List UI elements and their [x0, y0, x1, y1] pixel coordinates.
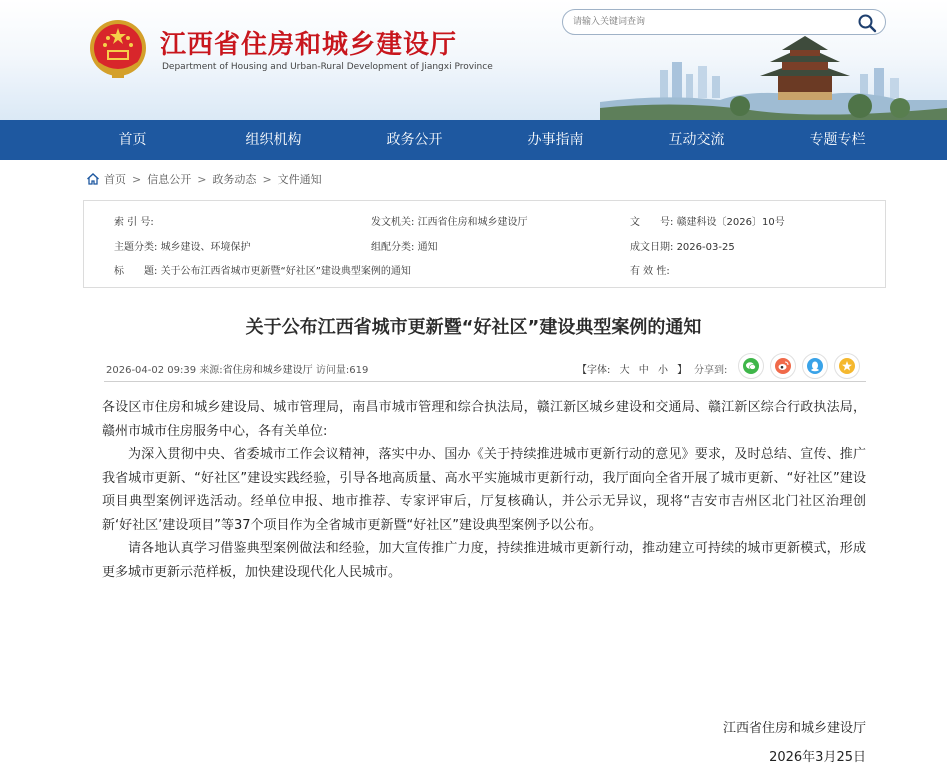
visits-count: 619 — [349, 365, 369, 376]
breadcrumb-separator: > — [132, 172, 142, 186]
article-body — [102, 396, 866, 584]
article-meta-bar — [104, 352, 866, 382]
topic-label: 主题分类: — [114, 242, 158, 253]
site-header — [0, 0, 947, 120]
national-emblem-icon — [88, 18, 148, 80]
validity-label: 有 效 性: — [630, 266, 670, 277]
font-medium-button[interactable]: 中 — [638, 365, 649, 376]
doc-title-value: 关于公布江西省城市更新暨“好社区”建设典型案例的通知 — [160, 266, 411, 277]
issuer-cell — [371, 213, 528, 228]
issuer-label: 发文机关: — [371, 217, 415, 228]
qq-share-button[interactable] — [802, 353, 828, 379]
index-number-label: 索 引 号: — [114, 217, 154, 228]
doc-number-value: 赣建科设〔2026〕10号 — [676, 217, 785, 228]
favorite-share-button[interactable] — [834, 353, 860, 379]
doc-number-label: 文 号: — [630, 217, 674, 228]
wechat-icon — [743, 358, 759, 374]
publish-date: 2026-04-02 09:39 — [106, 365, 197, 376]
font-large-button[interactable]: 大 — [619, 365, 630, 376]
star-icon — [839, 358, 855, 374]
source-label: 来源: — [199, 365, 223, 376]
breadcrumb-government-news[interactable]: 政务动态 — [212, 173, 257, 186]
weibo-icon — [775, 358, 791, 374]
breadcrumb-notices[interactable]: 文件通知 — [277, 173, 322, 186]
category-label: 组配分类: — [371, 242, 415, 253]
nav-item-special-topics[interactable]: 专题专栏 — [809, 132, 866, 148]
validity-cell — [630, 262, 670, 277]
font-size-label: 【字体: — [577, 365, 611, 376]
topic-cell — [114, 238, 251, 253]
breadcrumb-separator: > — [262, 172, 272, 186]
doc-title-label: 标 题: — [114, 266, 158, 277]
breadcrumb-separator: > — [197, 172, 207, 186]
issuer-value: 江西省住房和城乡建设厅 — [417, 217, 528, 228]
source-value: 省住房和城乡建设厅 — [222, 365, 313, 376]
qq-icon — [807, 358, 823, 374]
nav-item-government-affairs[interactable]: 政务公开 — [386, 132, 443, 148]
nav-item-service-guide[interactable]: 办事指南 — [527, 132, 584, 148]
signature: 江西省住房和城乡建设厅 — [722, 721, 866, 736]
signature-date: 2026年3月25日 — [769, 750, 866, 765]
topic-value: 城乡建设、环境保护 — [160, 242, 251, 253]
nav-item-home[interactable]: 首页 — [118, 132, 147, 148]
written-date-label: 成文日期: — [630, 242, 674, 253]
salutation-paragraph: 各设区市住房和城乡建设局、城市管理局，南昌市城市管理和综合执法局，赣江新区城乡建设和交通局、赣江新区综合行政执法局，赣州市城市住房服务中心，各有关单位: — [102, 400, 866, 439]
site-subtitle: Department of Housing and Urban-Rural Development of Jiangxi Province — [162, 62, 493, 72]
search-input[interactable] — [573, 14, 843, 30]
body-paragraph: 为深入贯彻中央、省委城市工作会议精神，落实中办、国办《关于持续推进城市更新行动的意见》要求，及时总结、宣传、推广我省城市更新、“好社区”建设实践经验，引导各地高质量、高水平实施城市更新行动，我厅面向全省开展了城市更新、“好社区”建设项目典型案例评选活动。经单位申报、地市推荐、专家评审后，厅复核确认，并公示无异议，现将“吉安市吉州区北门社区治理创新‘好社区’建设项目”等37个项目作为全省城市更新暨“好社区”建设典型案例予以公布。 — [102, 447, 866, 533]
written-date-cell — [630, 238, 735, 253]
article-meta — [106, 361, 368, 376]
category-value: 通知 — [417, 242, 438, 253]
breadcrumb-home[interactable]: 首页 — [104, 173, 126, 186]
share-label: 分享到: — [694, 365, 728, 376]
font-size-control — [577, 361, 687, 376]
pavilion-skyline-image — [600, 30, 947, 120]
document-info-table — [83, 200, 886, 288]
breadcrumb-info-disclosure[interactable]: 信息公开 — [147, 173, 192, 186]
font-size-end: 】 — [677, 365, 688, 376]
doc-title-cell — [114, 262, 411, 277]
doc-number-cell — [630, 213, 785, 228]
category-cell — [371, 238, 438, 253]
site-title[interactable]: 江西省住房和城乡建设厅 — [160, 30, 458, 60]
body-paragraph: 请各地认真学习借鉴典型案例做法和经验，加大宣传推广力度，持续推进城市更新行动，推动建立可持续的城市更新模式，形成更多城市更新示范样板，加快建设现代化人民城市。 — [102, 541, 866, 580]
nav-item-organization[interactable]: 组织机构 — [245, 132, 302, 148]
written-date-value: 2026-03-25 — [676, 242, 735, 253]
weibo-share-button[interactable] — [770, 353, 796, 379]
breadcrumb — [86, 171, 322, 187]
font-small-button[interactable]: 小 — [657, 365, 668, 376]
main-nav — [0, 120, 947, 160]
visits-label: 访问量: — [315, 365, 350, 376]
wechat-share-button[interactable] — [738, 353, 764, 379]
index-number-cell — [114, 213, 154, 228]
home-icon — [86, 172, 100, 186]
article-title: 关于公布江西省城市更新暨“好社区”建设典型案例的通知 — [245, 317, 702, 338]
nav-item-interaction[interactable]: 互动交流 — [668, 132, 725, 148]
